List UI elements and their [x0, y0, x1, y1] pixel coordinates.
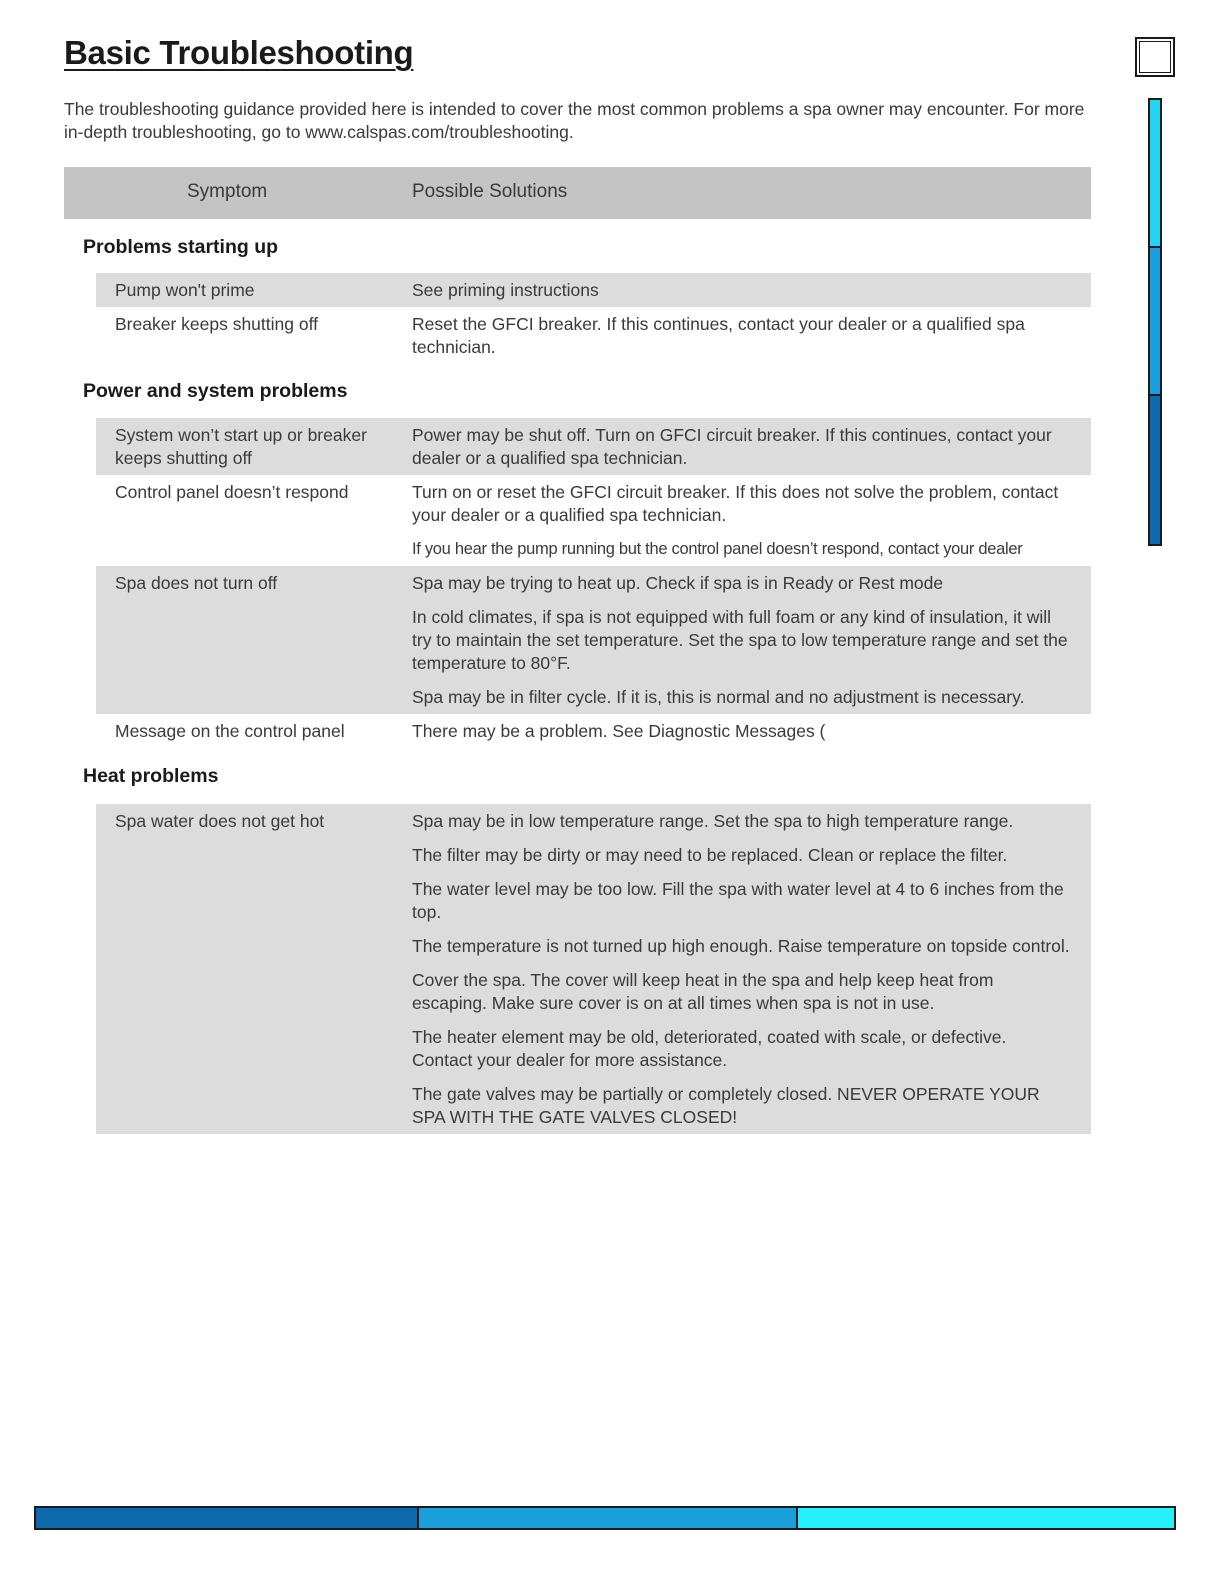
footer-bar-mid — [417, 1506, 799, 1530]
footer-bar-dark — [34, 1506, 420, 1530]
solutions-cell — [412, 418, 1091, 475]
symptom-cell: Spa water does not get hot — [115, 811, 325, 831]
side-tab-dark — [1148, 394, 1162, 546]
solutions-cell — [412, 804, 1091, 1134]
table-row — [96, 804, 1091, 1134]
symptom-cell: Spa does not turn off — [115, 573, 278, 593]
solution-text: Cover the spa. The cover will keep heat in the spa and help keep heat from escaping. Make sure cover is on at all times when spa is not in use. — [412, 970, 994, 1013]
symptom-cell: Breaker keeps shutting off — [115, 314, 318, 334]
solution-text: The temperature is not turned up high enough. Raise temperature on topside control. — [412, 936, 1070, 956]
table-row — [96, 418, 1091, 475]
symptom-cell: System won’t start up or breaker keeps shutting off — [115, 425, 367, 468]
troubleshooting-table — [64, 167, 1091, 1134]
symptom-cell: Message on the control panel — [115, 721, 345, 741]
section-title: Heat problems — [83, 765, 219, 787]
solution-text: Reset the GFCI breaker. If this continues, contact your dealer or a qualified spa technician. — [412, 314, 1025, 357]
table-row — [96, 307, 1091, 364]
page-title: Basic Troubleshooting — [64, 34, 414, 71]
table-row — [96, 714, 1091, 748]
table-row — [96, 273, 1091, 307]
solution-text: Spa may be in filter cycle. If it is, this is normal and no adjustment is necessary. — [412, 687, 1025, 707]
header-possible-solutions: Possible Solutions — [412, 181, 568, 202]
solution-text: Turn on or reset the GFCI circuit breaker. If this does not solve the problem, contact your dealer or a qualified spa technician. — [412, 482, 1059, 525]
section-title: Power and system problems — [83, 380, 348, 402]
table-header — [64, 167, 1091, 219]
symptom-cell: Control panel doesn’t respond — [115, 482, 349, 502]
solution-text: The gate valves may be partially or completely closed. NEVER OPERATE YOUR SPA WITH THE GATE VALVES CLOSED! — [412, 1084, 1040, 1127]
header-symptom: Symptom — [187, 181, 268, 202]
side-tab-mid — [1148, 246, 1162, 396]
solution-text: In cold climates, if spa is not equipped with full foam or any kind of insulation, it will try to maintain the set temperature. Set the spa to low temperature range and set the temperature to 80°F. — [412, 607, 1068, 673]
solution-text: The filter may be dirty or may need to be replaced. Clean or replace the filter. — [412, 845, 1008, 865]
solution-text: If you hear the pump running but the control panel doesn’t respond, contact your dealer — [412, 540, 1023, 558]
solution-text: There may be a problem. See Diagnostic Messages ( — [412, 721, 826, 741]
solutions-cell — [412, 714, 1091, 748]
table-row — [96, 566, 1091, 714]
corner-box — [1135, 37, 1175, 77]
symptom-cell: Pump won't prime — [115, 280, 255, 300]
solution-text: Spa may be in low temperature range. Set the spa to high temperature range. — [412, 811, 1014, 831]
solution-text: Spa may be trying to heat up. Check if spa is in Ready or Rest mode — [412, 573, 944, 593]
footer-bar-light — [796, 1506, 1176, 1530]
solutions-cell — [412, 566, 1091, 714]
solutions-cell — [412, 273, 1091, 307]
solution-text: Power may be shut off. Turn on GFCI circuit breaker. If this continues, contact your dealer or a qualified spa technician. — [412, 425, 1052, 468]
side-tab-light — [1148, 98, 1162, 248]
intro-paragraph: The troubleshooting guidance provided here is intended to cover the most common problems a spa owner may encounter. For more in-depth troubleshooting, go to www.calspas.com/troubleshooting. — [64, 99, 1085, 142]
solutions-cell — [412, 307, 1091, 364]
solution-text: See priming instructions — [412, 280, 599, 300]
solution-text: The heater element may be old, deteriorated, coated with scale, or defective. Contact your dealer for more assistance. — [412, 1027, 1007, 1070]
solution-text: The water level may be too low. Fill the spa with water level at 4 to 6 inches from the top. — [412, 879, 1064, 922]
solutions-cell — [412, 475, 1091, 566]
table-row — [96, 475, 1091, 566]
section-title: Problems starting up — [83, 236, 279, 258]
